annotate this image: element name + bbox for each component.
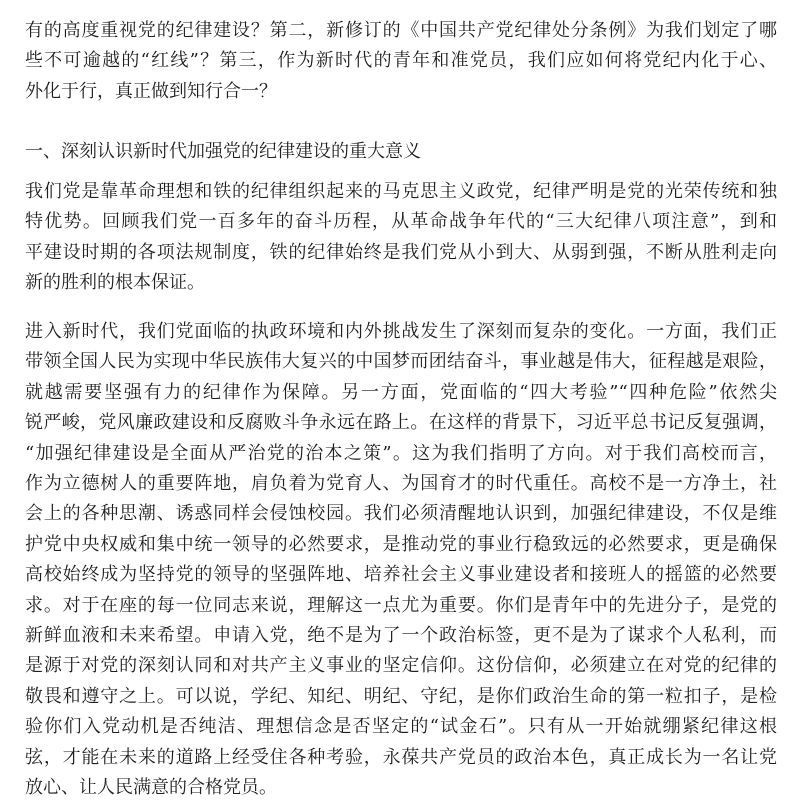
text-line: 就越需要坚强有力的纪律作为保障。另一方面，党面临的“四大考验”“四种危险”依然尖: [25, 381, 777, 403]
text-line: 新的胜利的根本保证。: [25, 272, 205, 294]
text-line: 外化于行，真正做到知行合一？: [25, 80, 277, 102]
text-line: 护党中央权威和集中统一领导的必然要求，是推动党的事业行稳致远的必然要求，更是确保: [25, 533, 777, 555]
text-line: 带领全国人民为实现中华民族伟大复兴的中国梦而团结奋斗，事业越是伟大，征程越是艰险，: [25, 351, 777, 373]
text-line: 敬畏和遵守之上。可以说，学纪、知纪、明纪、守纪，是你们政治生命的第一粒扣子，是检: [25, 685, 777, 707]
text-line: 平建设时期的各项法规制度，铁的纪律始终是我们党从小到大、从弱到强，不断从胜利走向: [25, 241, 777, 263]
text-line: 高校始终成为坚持党的领导的坚强阵地、培养社会主义事业建设者和接班人的摇篮的必然要: [25, 564, 777, 586]
text-line: 验你们入党动机是否纯洁、理想信念是否坚定的“试金石”。只有从一开始就绷紧纪律这根: [25, 716, 777, 738]
text-line: 作为立德树人的重要阵地，肩负着为党育人、为国育才的时代重任。高校不是一方净土，社: [25, 473, 777, 495]
text-line: “加强纪律建设是全面从严治党的治本之策”。这为我们指明了方向。对于我们高校而言，: [25, 442, 777, 464]
text-line: 弦，才能在未来的道路上经受住各种考验，永葆共产党员的政治本色，真正成长为一名让党: [25, 746, 777, 768]
text-line: 我们党是靠革命理想和铁的纪律组织起来的马克思主义政党，纪律严明是党的光荣传统和独: [25, 181, 777, 202]
text-line: 一、深刻认识新时代加强党的纪律建设的重大意义: [25, 141, 421, 162]
paragraph-history: [25, 177, 777, 299]
section-heading: [25, 137, 777, 167]
text-line: 新鲜血液和未来希望。申请入党，绝不是为了一个政治标签，更不是为了谋求个人私利，而: [25, 625, 777, 647]
text-line: 会上的各种思潮、诱惑同样会侵蚀校园。我们必须清醒地认识到，加强纪律建设，不仅是维: [25, 503, 777, 525]
text-line: 些不可逾越的“红线”？第三，作为新时代的青年和准党员，我们应如何将党纪内化于心、: [25, 50, 777, 72]
paragraph-new-era: [25, 317, 777, 804]
text-line: 锐严峻，党风廉政建设和反腐败斗争永远在路上。在这样的背景下，习近平总书记反复强调，: [25, 412, 777, 434]
text-line: 放心、让人民满意的合格党员。: [25, 777, 277, 799]
text-line: 进入新时代，我们党面临的执政环境和内外挑战发生了深刻而复杂的变化。一方面，我们正: [25, 321, 777, 342]
text-line: 特优势。回顾我们党一百多年的奋斗历程，从革命战争年代的“三大纪律八项注意”，到和: [25, 211, 777, 233]
text-line: 求。对于在座的每一位同志来说，理解这一点尤为重要。你们是青年中的先进分子，是党的: [25, 594, 777, 616]
text-line: 有的高度重视党的纪律建设？第二，新修订的《中国共产党纪律处分条例》为我们划定了哪: [25, 20, 777, 41]
text-line: 是源于对党的深刻认同和对共产主义事业的坚定信仰。这份信仰，必须建立在对党的纪律的: [25, 655, 777, 677]
paragraph-intro-questions: [25, 16, 777, 107]
